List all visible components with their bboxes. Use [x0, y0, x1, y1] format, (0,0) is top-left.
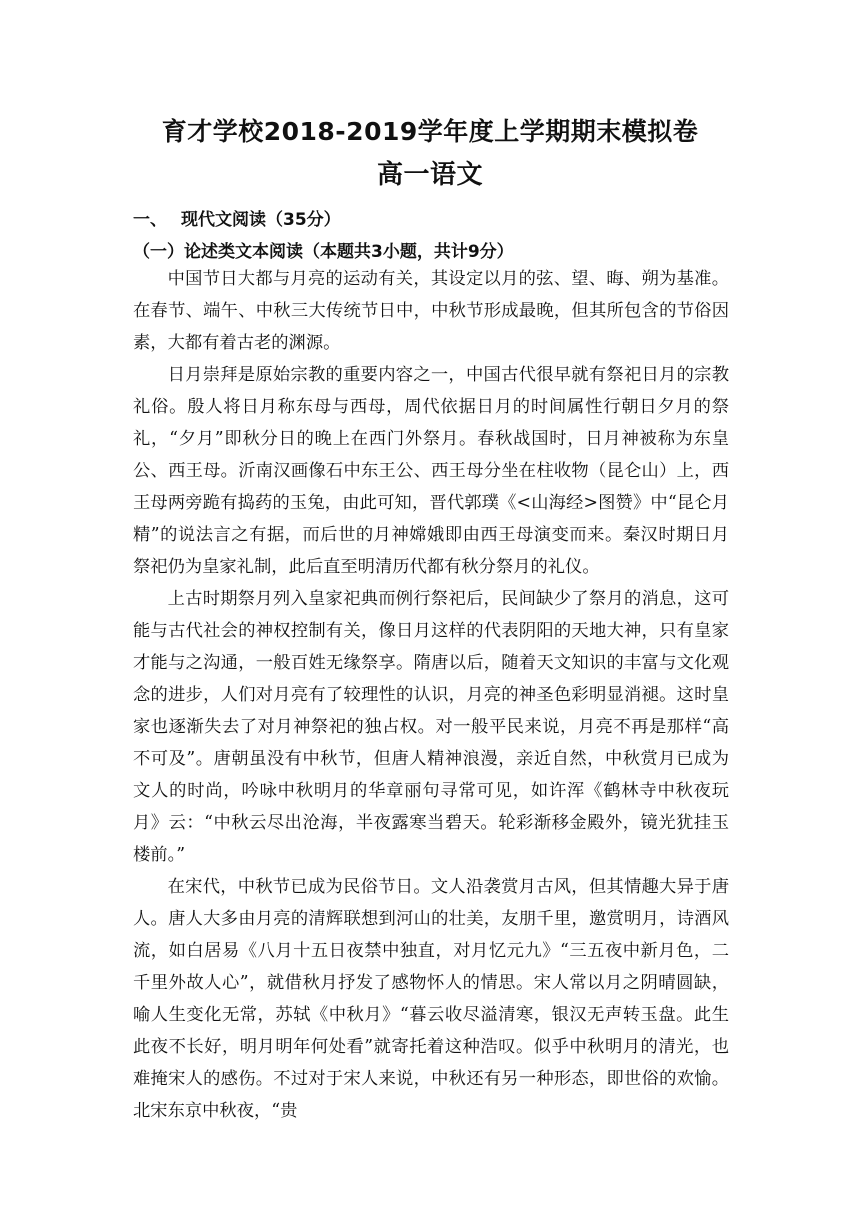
article-body — [133, 263, 729, 1127]
paragraph: 在宋代，中秋节已成为民俗节日。文人沿袭赏月古风，但其情趣大异于唐人。唐人大多由月亮的清辉联想到河山的壮美，友朋千里，邀赏明月，诗酒风流，如白居易《八月十五日夜禁中独直，对月忆元九》“三五夜中新月色，二千里外故人心”，就借秋月抒发了感物怀人的情思。宋人常以月之阴晴圆缺，喻人生变化无常，苏轼《中秋月》“暮云收尽溢清寒，银汉无声转玉盘。此生此夜不长好，明月明年何处看”就寄托着这种浩叹。似乎中秋明月的清光，也难掩宋人的感伤。不过对于宋人来说，中秋还有另一种形态，即世俗的欢愉。北宋东京中秋夜，“贵 — [133, 877, 729, 1121]
section-number: 一、 — [133, 210, 167, 230]
paragraph: 日月崇拜是原始宗教的重要内容之一，中国古代很早就有祭祀日月的宗教礼俗。殷人将日月称东母与西母，周代依据日月的时间属性行朝日夕月的祭礼，“夕月”即秋分日的晚上在西门外祭月。春秋战国时，日月神被称为东皇公、西王母。沂南汉画像石中东王公、西王母分坐在柱收物（昆仑山）上，西王母两旁跪有捣药的玉兔，由此可知，晋代郭璞《<山海经>图赞》中“昆仑月精”的说法言之有据，而后世的月神嫦娥即由西王母演变而来。秦汉时期日月祭祀仍为皇家礼制，此后直至明清历代都有秋分祭月的礼仪。 — [133, 365, 729, 577]
exam-title: 育才学校2018-2019学年度上学期期末模拟卷 — [161, 117, 699, 146]
paragraph: 上古时期祭月列入皇家祀典而例行祭祀后，民间缺少了祭月的消息，这可能与古代社会的神权控制有关，像日月这样的代表阴阳的天地大神，只有皇家才能与之沟通，一般百姓无缘祭享。隋唐以后，随着天文知识的丰富与文化观念的进步，人们对月亮有了较理性的认识，月亮的神圣色彩明显消褪。这时皇家也逐渐失去了对月神祭祀的独占权。对一般平民来说，月亮不再是那样“高不可及”。唐朝虽没有中秋节，但唐人精神浪漫，亲近自然，中秋赏月已成为文人的时尚，吟咏中秋明月的华章丽句寻常可见，如许浑《鹤林寺中秋夜玩月》云：“中秋云尽出沧海，半夜露寒当碧天。轮彩渐移金殿外，镜光犹挂玉楼前。” — [133, 589, 729, 865]
subsection-heading: （一）论述类文本阅读（本题共3小题，共计9分） — [133, 242, 514, 262]
section-heading-1 — [133, 205, 341, 230]
paragraph: 中国节日大都与月亮的运动有关，其设定以月的弦、望、晦、朔为基准。在春节、端午、中秋三大传统节日中，中秋节形成最晚，但其所包含的节俗因素，大都有着古老的渊源。 — [133, 269, 729, 353]
exam-subtitle: 高一语文 — [376, 160, 483, 190]
section-label: 现代文阅读（35分） — [181, 210, 341, 230]
